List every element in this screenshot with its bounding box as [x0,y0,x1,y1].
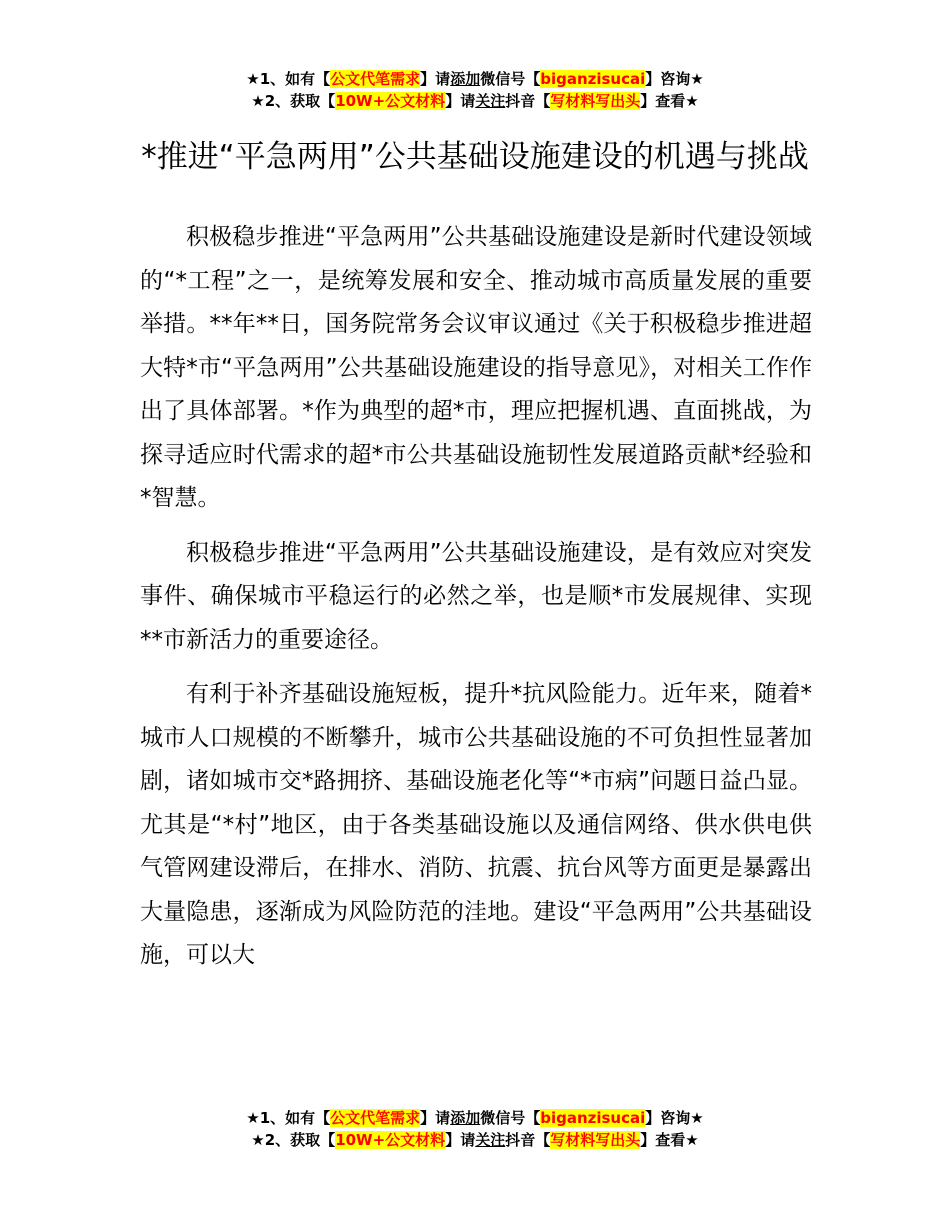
banner-underlined: 添加 [450,70,481,88]
banner-highlight: 公文代笔需求 [330,70,421,88]
banner-text: 微信号【 [480,1109,541,1127]
banner-underlined: 添加 [450,1109,481,1127]
banner-line-1 [0,1107,950,1129]
banner-text: 】查看★ [640,1131,699,1149]
banner-underlined: 关注 [475,1131,506,1149]
banner-text: 】咨询★ [645,1109,704,1127]
bottom-banner [0,1107,950,1151]
body-paragraph: 有利于补齐基础设施短板，提升*抗风险能力。近年来，随着*城市人口规模的不断攀升，城市公共基础设施的不可负担性显著加剧，诸如城市交*路拥挤、基础设施老化等“*市病”问题日益凸显。尤其是“*村”地区，由于各类基础设施以及通信网络、供水供电供气管网建设滞后，在排水、消防、抗震、抗台风等方面更是暴露出大量隐患，逐渐成为风险防范的洼地。建设“平急两用”公共基础设施，可以大 [140,681,812,968]
banner-text: ★2、获取【 [251,92,336,110]
banner-text: 】咨询★ [645,70,704,88]
banner-text: ★2、获取【 [251,1131,336,1149]
banner-underlined: 关注 [475,92,506,110]
banner-text: 】请 [420,1109,451,1127]
banner-text: ★1、如有【 [246,1109,331,1127]
banner-text: 抖音【 [505,1131,551,1149]
document-title: *推进“平急两用”公共基础设施建设的机遇与挑战 [141,138,809,175]
banner-highlight: 写材料写出头 [550,92,641,110]
banner-highlight: biganzisucai [540,70,646,88]
banner-highlight: 10W+公文材料 [335,92,446,110]
banner-line-2 [0,1129,950,1151]
banner-text: 】查看★ [640,92,699,110]
banner-highlight: 公文代笔需求 [330,1109,421,1127]
banner-text: 】请 [420,70,451,88]
body-paragraph: 积极稳步推进“平急两用”公共基础设施建设，是有效应对突发事件、确保城市平稳运行的必然之举，也是顺*市发展规律、实现**市新活力的重要途径。 [140,539,812,653]
body-paragraph: 积极稳步推进“平急两用”公共基础设施建设是新时代建设领域的“*工程”之一，是统筹发展和安全、推动城市高质量发展的重要举措。**年**日，国务院常务会议审议通过《关于积极稳步推进超大特*市“平急两用”公共基础设施建设的指导意见》，对相关工作作出了具体部署。*作为典型的超*市，理应把握机遇、直面挑战，为探寻适应时代需求的超*市公共基础设施韧性发展道路贡献*经验和*智慧。 [140,224,812,511]
document-body [140,216,812,989]
top-banner [0,68,950,112]
banner-text: 抖音【 [505,92,551,110]
banner-line-1 [0,68,950,90]
banner-line-2 [0,90,950,112]
banner-highlight: biganzisucai [540,1109,646,1127]
banner-text: 】请 [445,92,476,110]
banner-highlight: 写材料写出头 [550,1131,641,1149]
banner-highlight: 10W+公文材料 [335,1131,446,1149]
banner-text: ★1、如有【 [246,70,331,88]
banner-text: 微信号【 [480,70,541,88]
banner-text: 】请 [445,1131,476,1149]
